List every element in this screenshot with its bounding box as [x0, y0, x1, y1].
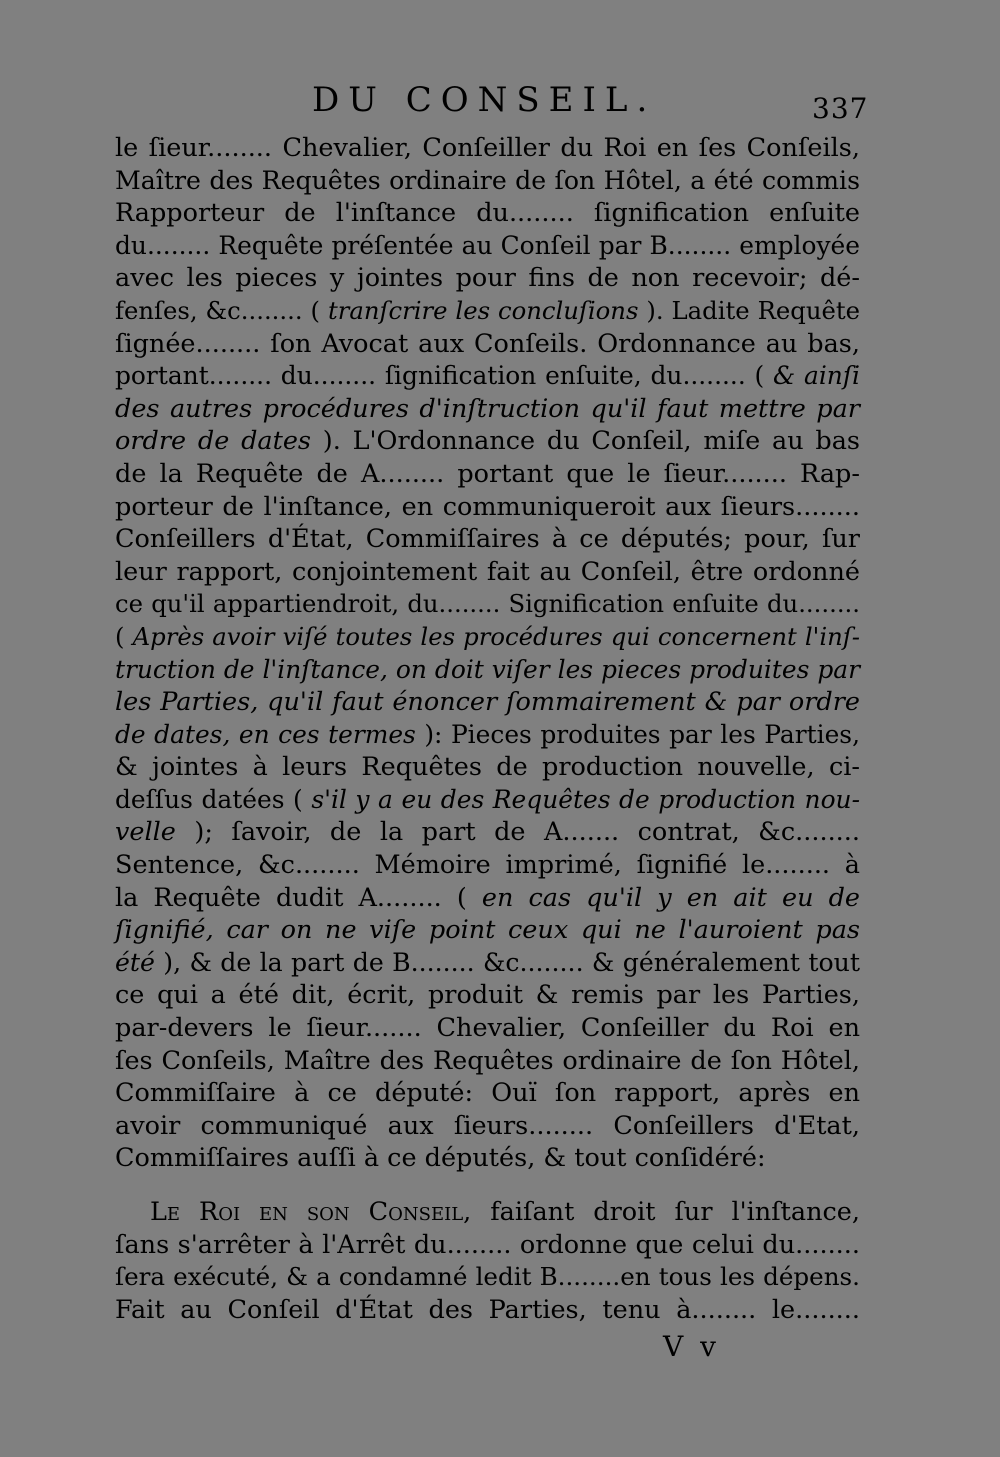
text-line: ce qu'il appartiendroit, du........ Signification enſuite du........: [115, 589, 860, 619]
italic-run: les Parties, qu'il faut énoncer ſommairement & par ordre: [115, 687, 860, 718]
italic-run: été: [115, 947, 155, 977]
text-line: Rapporteur de l'inſtance du........ ſignification enſuite: [115, 198, 860, 229]
text-line: [115, 882, 860, 915]
text-run: deſſus datées (: [115, 784, 312, 814]
text-run: ). L'Ordonnance du Conſeil, miſe au bas: [311, 426, 860, 457]
text-line: [115, 686, 860, 719]
text-line: [115, 947, 860, 980]
text-line: [115, 621, 860, 654]
text-line: le ſieur........ Chevalier, Conſeiller du Roi en ſes Conſeils,: [115, 133, 860, 163]
text-line: Sentence, &c........ Mémoire imprimé, ſignifié le........ à: [115, 850, 860, 881]
text-line: [115, 393, 860, 426]
text-line: Maître des Requêtes ordinaire de ſon Hôtel, a été commis: [115, 165, 860, 195]
text-run: ); ſavoir, de la part de A....... contrat, &c........: [175, 817, 860, 848]
italic-run: velle: [115, 817, 176, 848]
italic-run: de dates, en ces termes: [115, 719, 416, 749]
text-line: ſera exécuté, & a condamné ledit B........en tous les dépens.: [115, 1262, 860, 1292]
italic-run: s'il y a eu des Requêtes de production nou-: [311, 784, 860, 814]
text-run: ), & de la part de B........ &c........ & généralement tout: [154, 947, 860, 977]
text-run: portant........ du........ ſignification enſuite, du........ (: [115, 361, 774, 391]
text-line: & jointes à leurs Requêtes de production nouvelle, ci-: [115, 752, 860, 783]
italic-run: tranſcrire les concluſions: [327, 295, 639, 325]
text-run: , faiſant droit ſur l'inſtance,: [463, 1197, 860, 1227]
text-line: [115, 295, 860, 328]
italic-run: & ainſi: [773, 361, 860, 391]
italic-run: Après avoir viſé toutes les procédures qui concernent l'inſ-: [132, 621, 860, 651]
text-run: (: [115, 621, 133, 651]
text-line: [115, 654, 860, 687]
signature-mark: V v: [663, 1330, 720, 1363]
text-line: [115, 360, 860, 393]
page-number: 337: [812, 92, 869, 125]
text-line: Commiſſaires auſſi à ce députés, & tout conſidéré:: [115, 1143, 766, 1174]
text-line: avoir communiqué aux ſieurs........ Conſeillers d'Etat,: [115, 1110, 860, 1141]
running-head: DU CONSEIL.: [312, 80, 657, 120]
text-line: avec les pieces y jointes pour fins de non recevoir; dé-: [115, 263, 860, 294]
text-line: ſes Conſeils, Maître des Requêtes ordinaire de ſon Hôtel,: [115, 1045, 860, 1076]
text-run: ): Pieces produites par les Parties,: [415, 719, 860, 749]
text-line: Fait au Conſeil d'État des Parties, tenu à........ le........: [115, 1294, 860, 1325]
text-line: du........ Requête préſentée au Conſeil par B........ employée: [115, 230, 860, 260]
text-line: ſignée........ ſon Avocat aux Conſeils. Ordonnance au bas,: [115, 328, 860, 359]
text-line: Commiſſaire à ce député: Ouï ſon rapport, après en: [115, 1078, 860, 1109]
italic-run: en cas qu'il y en ait eu de: [481, 882, 860, 913]
main-text-block: [115, 132, 860, 1175]
text-line: [115, 719, 860, 752]
closing-paragraph: [115, 1196, 860, 1326]
text-line: par-devers le ſieur....... Chevalier, Conſeiller du Roi en: [115, 1013, 860, 1044]
text-line: [115, 816, 860, 849]
text-line: [115, 425, 860, 458]
text-line: [115, 1196, 860, 1229]
italic-run: ſignifié, car on ne viſe point ceux qui ne l'auroient pas: [115, 915, 860, 946]
italic-run: truction de l'inſtance, on doit viſer les pieces produites par: [115, 654, 860, 684]
text-line: Conſeillers d'État, Commiſſaires à ce députés; pour, ſur: [115, 524, 860, 555]
small-caps-run: Le Roi en son Conseil: [150, 1197, 464, 1227]
text-line: ce qui a été dit, écrit, produit & remis par les Parties,: [115, 980, 860, 1011]
text-line: [115, 784, 860, 817]
text-line: ſans s'arrêter à l'Arrêt du........ ordonne que celui du........: [115, 1229, 860, 1260]
text-run: la Requête dudit A........ (: [115, 882, 482, 913]
italic-run: ordre de dates: [115, 426, 312, 457]
text-line: [115, 914, 860, 947]
italic-run: des autres procédures d'inſtruction qu'il faut mettre par: [115, 393, 860, 424]
text-run: fenſes, &c........ (: [115, 295, 328, 325]
text-line: leur rapport, conjointement fait au Conſeil, être ordonné: [115, 556, 860, 587]
text-line: de la Requête de A........ portant que le ſieur........ Rap-: [115, 458, 860, 489]
text-line: porteur de l'inſtance, en communiqueroit aux ſieurs........: [115, 491, 860, 522]
text-run: ). Ladite Requête: [638, 295, 860, 325]
